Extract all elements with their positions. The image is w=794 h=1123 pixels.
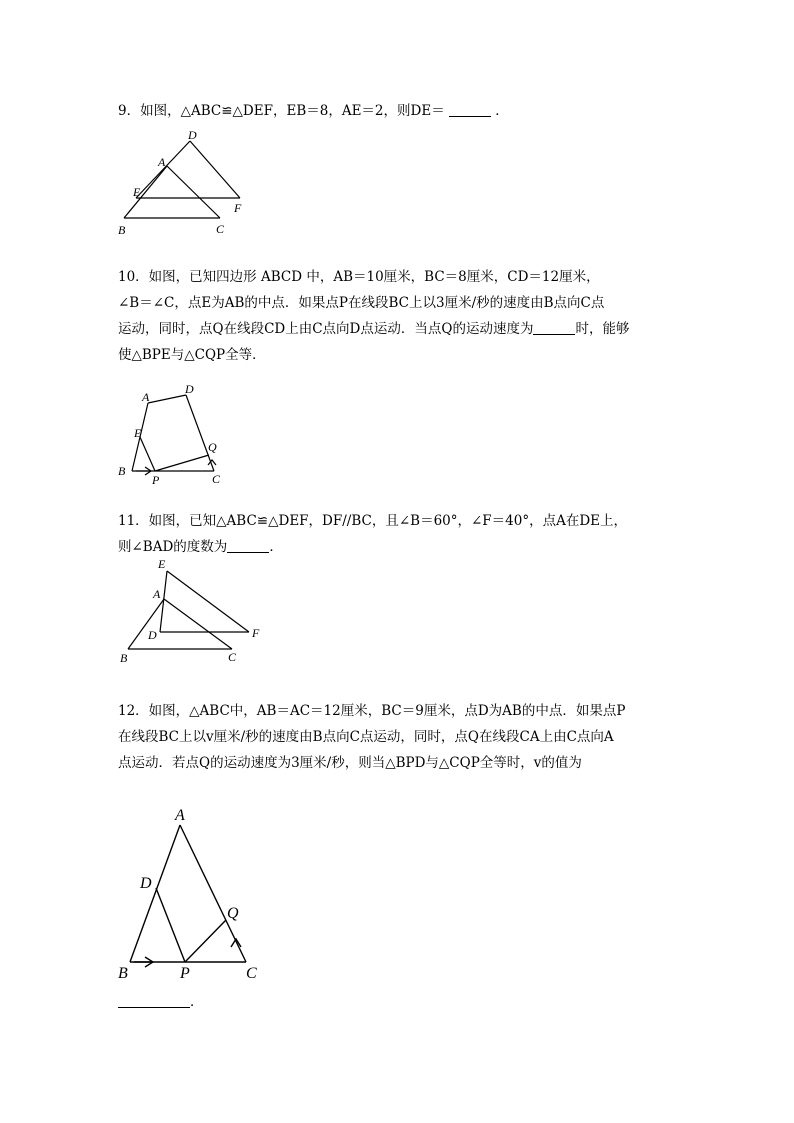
question-10 (118, 264, 629, 368)
label-D: D (188, 128, 197, 142)
label-A: A (158, 155, 166, 169)
label-P: P (152, 473, 160, 487)
label-B: B (118, 223, 126, 237)
question-9 (118, 98, 509, 124)
question-10-line-3: 运动，同时，点Q在线段CD上由C点向D点运动．当点Q的运动速度为 时，能够 (118, 321, 630, 337)
figure-q10 (112, 380, 242, 490)
label-B: B (118, 464, 126, 478)
question-9-text: 9．如图，△ABC≌△DEF，EB＝8，AE＝2，则DE＝ ． (118, 103, 509, 119)
label-A: A (153, 587, 161, 601)
label-D: D (185, 382, 194, 396)
question-10-line-1: 10．如图，已知四边形 ABCD 中，AB＝10厘米，BC＝8厘米，CD＝12厘米， (118, 269, 600, 285)
question-10-line-4: 使△BPE与△CQP全等． (118, 347, 266, 363)
label-F: F (252, 626, 260, 640)
answer-blank[interactable] (227, 538, 269, 553)
figure-q12 (112, 800, 272, 985)
figure-q9 (112, 128, 262, 243)
question-12 (118, 698, 625, 776)
label-E: E (133, 185, 141, 199)
answer-blank[interactable] (533, 320, 575, 335)
question-11 (118, 508, 627, 560)
label-P: P (180, 965, 190, 982)
label-E: E (134, 426, 142, 440)
label-C: C (216, 222, 225, 236)
question-10-line-2: ∠B＝∠C，点E为AB的中点．如果点P在线段BC上以3厘米/秒的速度由B点向C点 (118, 295, 605, 311)
answer-blank[interactable] (449, 102, 491, 117)
question-11-line-1: 11．如图，已知△ABC≌△DEF，DF//BC，且∠B＝60°，∠F＝40°，点A在DE上， (118, 513, 628, 529)
label-Q: Q (227, 905, 239, 922)
label-F: F (234, 201, 242, 215)
label-C: C (228, 650, 237, 664)
label-B: B (120, 651, 128, 665)
label-Q: Q (208, 440, 217, 454)
answer-blank[interactable] (118, 993, 190, 1008)
label-C: C (212, 472, 221, 486)
label-D: D (148, 628, 157, 642)
label-E: E (158, 557, 166, 571)
figure-q11 (112, 556, 272, 668)
label-D: D (140, 875, 152, 892)
question-11-line-2: 则∠BAD的度数为 ． (118, 539, 283, 555)
label-A: A (175, 807, 185, 824)
question-12-line-1: 12．如图，△ABC中，AB＝AC＝12厘米，BC＝9厘米，点D为AB的中点．如果点P (118, 703, 626, 719)
label-B: B (118, 965, 128, 982)
label-A: A (142, 390, 150, 404)
question-12-line-2: 在线段BC上以v厘米/秒的速度由B点向C点运动，同时，点Q在线段CA上由C点向A (118, 729, 614, 745)
label-C: C (246, 965, 257, 982)
question-12-answer: ． (118, 990, 204, 1010)
question-12-line-3: 点运动．若点Q的运动速度为3厘米/秒，则当△BPD与△CQP全等时，v的值为 (118, 755, 582, 771)
